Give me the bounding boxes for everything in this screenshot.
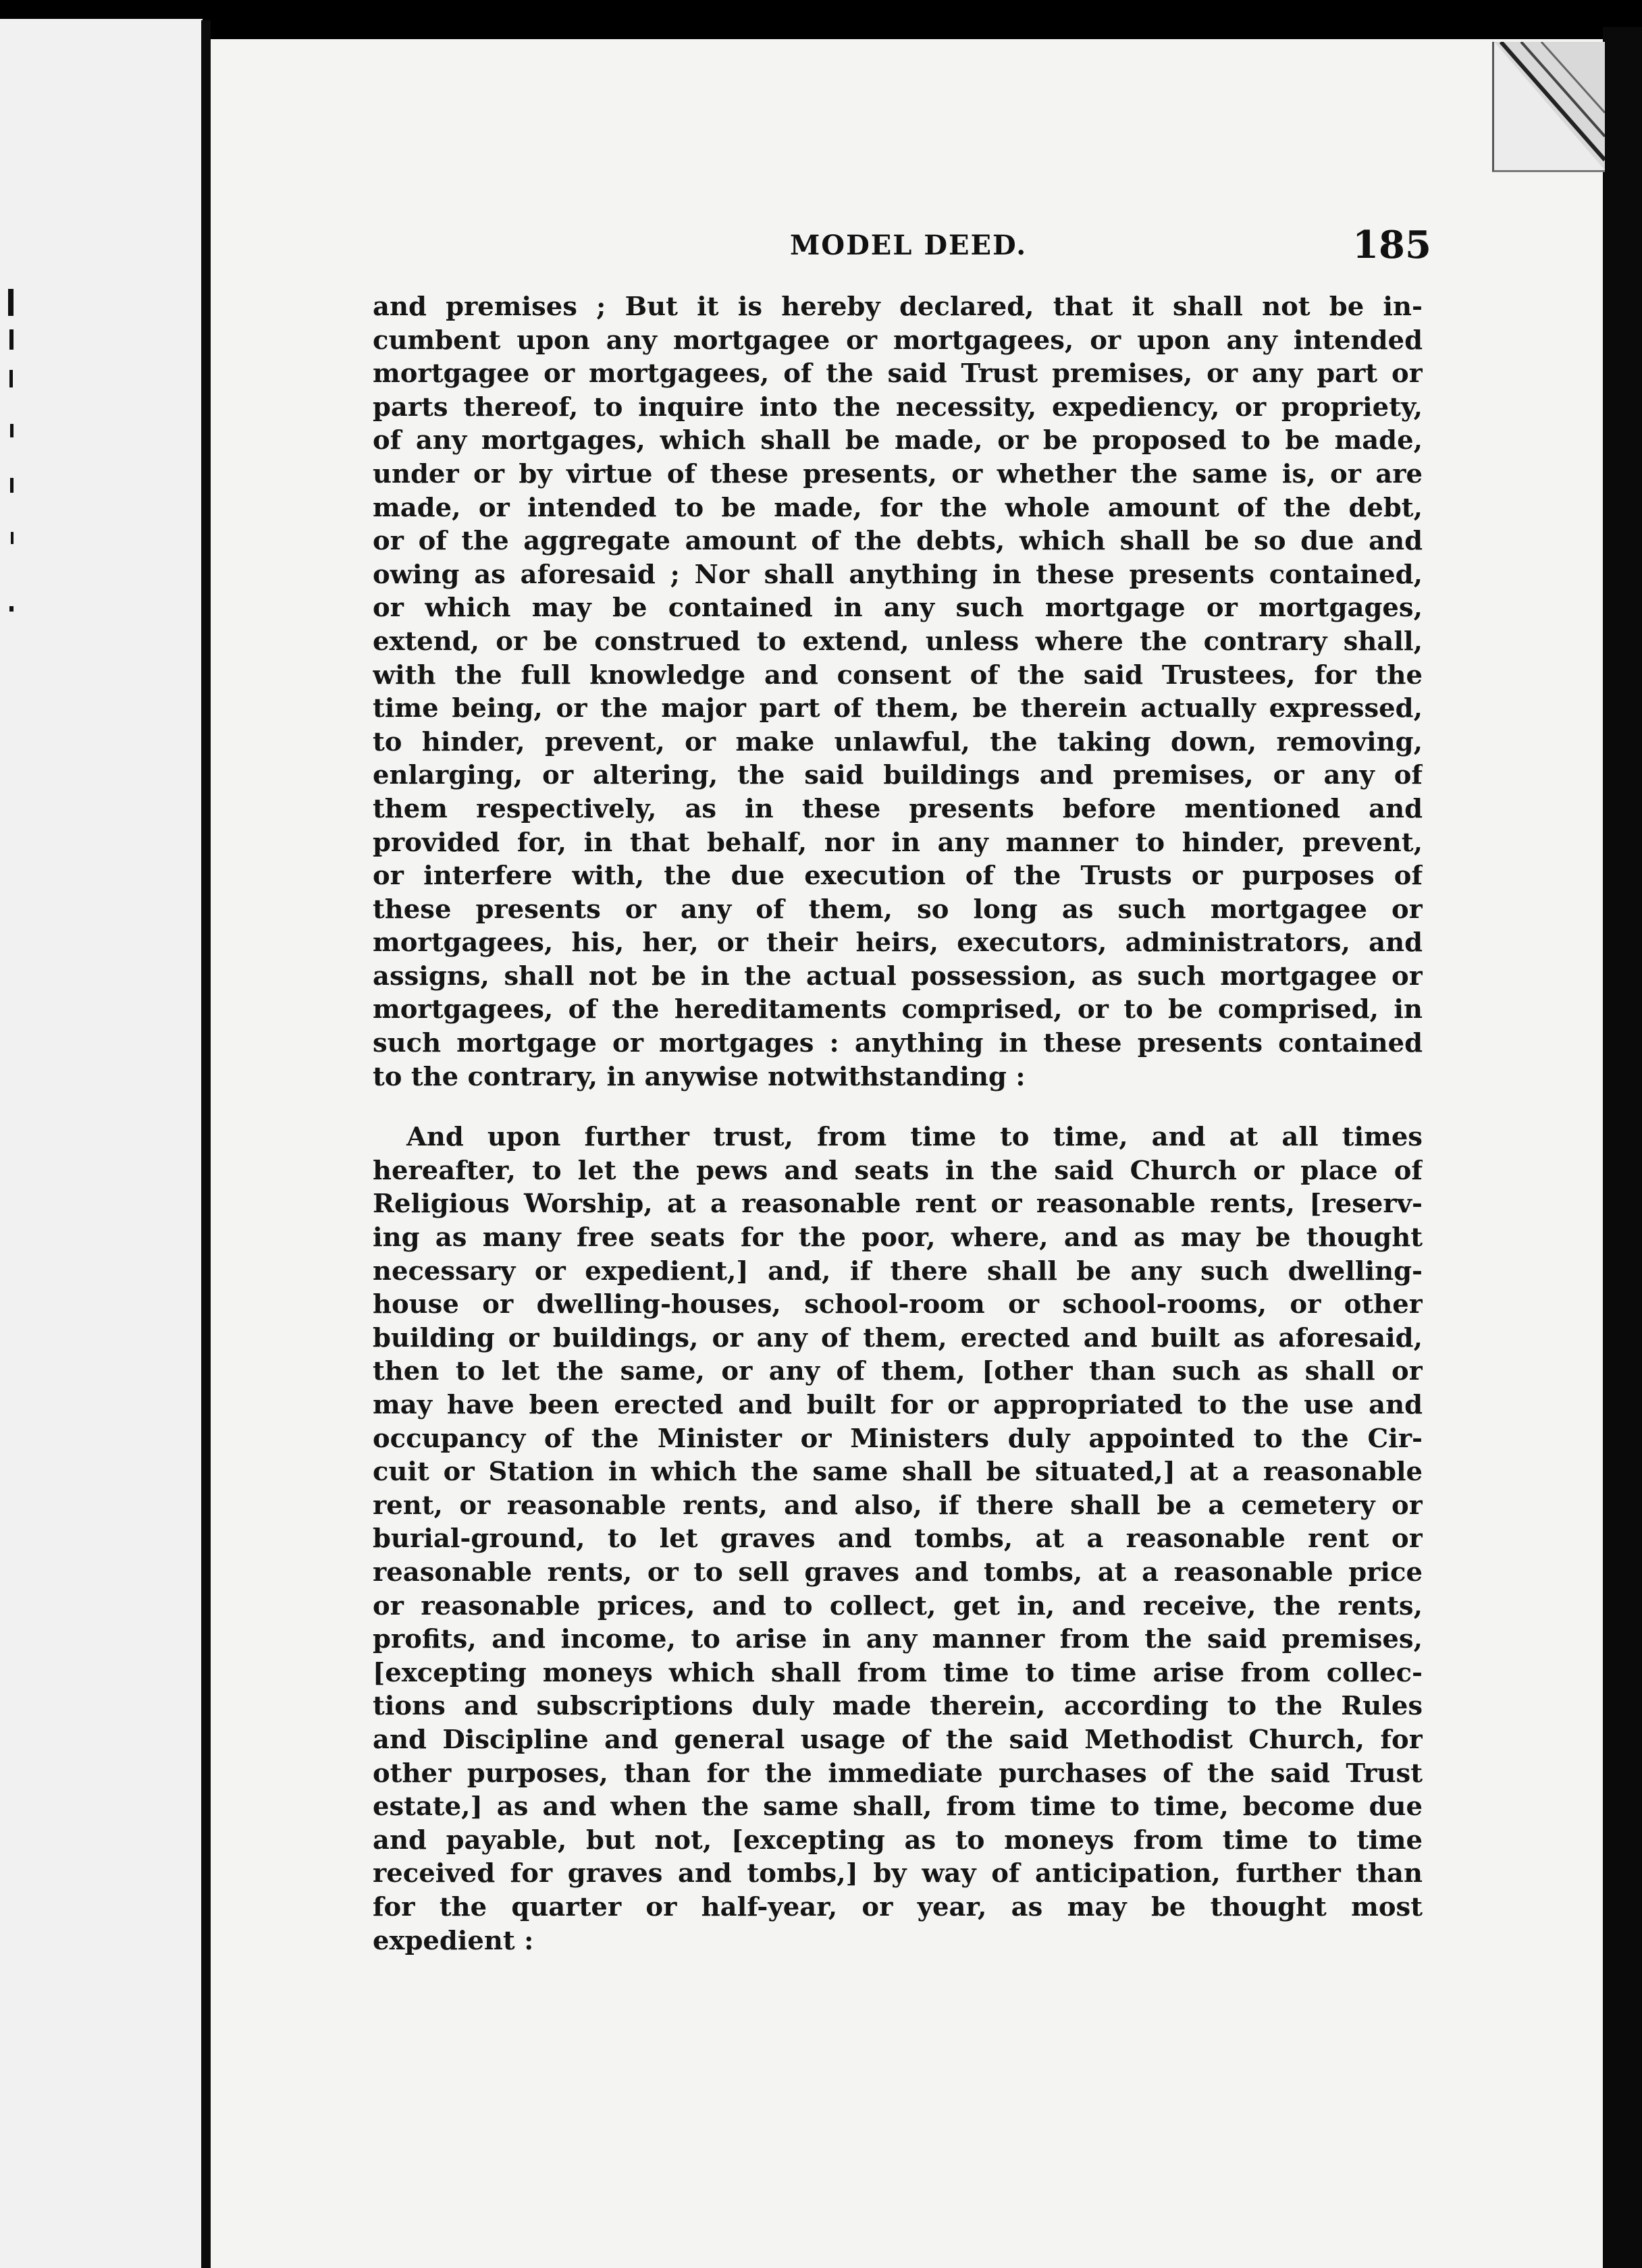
text-line: under or by virtue of these presents, or whether the same is, or are [373,458,1423,489]
facing-page-mark [10,478,14,493]
body-text [373,290,1423,1958]
text-line: hereafter, to let the pews and seats in the said Church or place of [373,1155,1423,1186]
text-line: or interfere with, the due execution of the Trusts or purposes of [373,861,1423,892]
facing-page-mark [9,329,14,350]
facing-page-mark [8,289,14,316]
text-line: such mortgage or mortgages : anything in these presents contained [373,1028,1423,1059]
text-line: or which may be contained in any such mortgage or mortgages, [373,593,1423,624]
page-number: 185 [1352,223,1431,267]
text-line: made, or intended to be made, for the whole amount of the debt, [373,492,1423,523]
text-line: with the full knowledge and consent of the said Trustees, for the [373,659,1423,691]
text-line: parts thereof, to inquire into the necessity, expediency, or propriety, [373,392,1423,423]
text-line: of any mortgages, which shall be made, or be proposed to be made, [373,425,1423,456]
text-line: building or buildings, or any of them, erected and built as aforesaid, [373,1322,1423,1353]
text-line: and premises ; But it is hereby declared, that it shall not be in- [373,292,1423,322]
paragraph [373,1120,1423,1958]
text-line: Religious Worship, at a reasonable rent or reasonable rents, [reserv- [373,1189,1423,1220]
text-line: and Discipline and general usage of the said Methodist Church, for [373,1724,1423,1755]
facing-page-mark [10,424,14,437]
text-line: reasonable rents, or to sell graves and tombs, at a reasonable price [373,1557,1423,1588]
page-edge-shadow [1603,27,1642,2268]
text-line: received for graves and tombs,] by way of anticipation, further than [373,1858,1423,1889]
text-line: burial-ground, to let graves and tombs, at a reasonable rent or [373,1523,1423,1555]
facing-page-mark [9,606,14,612]
text-line: mortgagees, his, her, or their heirs, executors, administrators, and [373,927,1423,959]
text-line: then to let the same, or any of them, [other than such as shall or [373,1356,1423,1387]
text-line: owing as aforesaid ; Nor shall anything in these presents contained, [373,559,1423,590]
text-line: or reasonable prices, and to collect, get in, and receive, the rents, [373,1590,1423,1621]
text-line: extend, or be construed to extend, unless where the contrary shall, [373,626,1423,657]
folded-corner [1492,42,1605,172]
running-title: MODEL DEED. [790,230,1028,261]
text-line: rent, or reasonable rents, and also, if there shall be a cemetery or [373,1490,1423,1521]
text-line: other purposes, than for the immediate purchases of the said Trust [373,1758,1423,1789]
text-line: to the contrary, in anywise notwithstanding : [373,1061,1026,1092]
text-line: or of the aggregate amount of the debts, which shall be so due and [373,526,1423,557]
book-gutter [201,20,211,2268]
text-line: mortgagees, of the hereditaments comprised, or to be comprised, in [373,994,1423,1025]
text-line: ing as many free seats for the poor, where, and as may be thought [373,1222,1423,1253]
text-line: and payable, but not, [excepting as to moneys from time to time [373,1825,1423,1856]
text-line: for the quarter or half-year, or year, as may be thought most [373,1891,1423,1922]
text-line: enlarging, or altering, the said buildings and premises, or any of [373,760,1423,791]
text-line: estate,] as and when the same shall, from time to time, become due [373,1791,1423,1823]
facing-page-mark [11,532,14,544]
text-line: tions and subscriptions duly made therein, according to the Rules [373,1691,1423,1722]
text-line: And upon further trust, from time to time, and at all times [406,1122,1423,1153]
text-line: time being, or the major part of them, be therein actually expressed, [373,693,1423,724]
text-line: necessary or expedient,] and, if there shall be any such dwelling- [373,1256,1423,1287]
text-line: cumbent upon any mortgagee or mortgagees, or upon any intended [373,325,1423,356]
text-line: to hinder, prevent, or make unlawful, the taking down, removing, [373,726,1423,757]
facing-page-mark [9,370,13,387]
paragraph [373,290,1423,1094]
text-line: occupancy of the Minister or Ministers duly appointed to the Cir- [373,1423,1423,1454]
text-line: these presents or any of them, so long as such mortgagee or [373,894,1423,925]
text-line: expedient : [373,1925,534,1956]
text-line: provided for, in that behalf, nor in any manner to hinder, prevent, [373,827,1423,858]
text-line: mortgagee or mortgagees, of the said Trust premises, or any part or [373,358,1423,389]
text-line: [excepting moneys which shall from time to time arise from collec- [373,1657,1423,1688]
text-line: may have been erected and built for or appropriated to the use and [373,1390,1423,1420]
text-line: cuit or Station in which the same shall be situated,] at a reasonable [373,1457,1423,1488]
facing-page-fragment [0,19,203,2268]
text-line: them respectively, as in these presents before mentioned and [373,793,1423,824]
text-line: assigns, shall not be in the actual possession, as such mortgagee or [373,961,1423,992]
text-line: profits, and income, to arise in any manner from the said premises, [373,1624,1423,1655]
text-line: house or dwelling-houses, school-room or school-rooms, or other [373,1289,1423,1320]
running-header [790,223,1431,277]
